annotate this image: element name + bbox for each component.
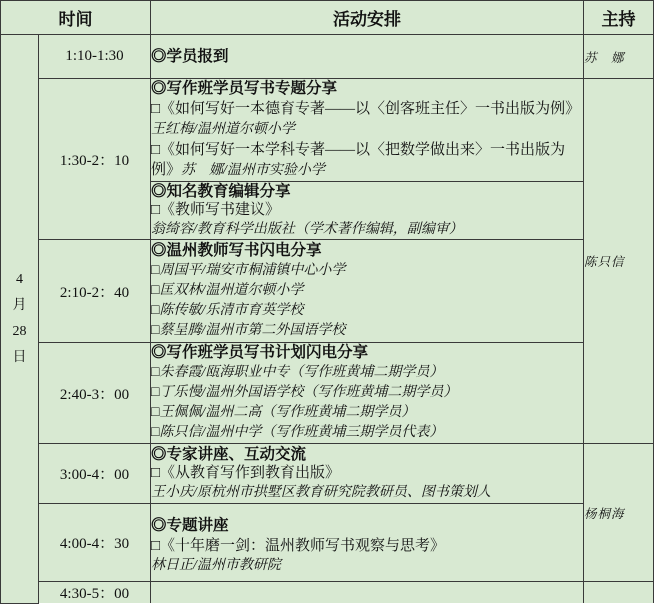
item-title: □《十年磨一剑：温州教师写书观察与思考》 <box>151 537 446 554</box>
host-cell-r6[interactable] <box>584 444 654 582</box>
row-registration <box>1 35 654 79</box>
activity-title: ◎专家讲座、互动交流 <box>151 446 307 463</box>
header-activity-cell[interactable] <box>151 1 584 35</box>
row-teacher-lightning-sharing <box>1 240 654 343</box>
header-host-cell[interactable] <box>584 1 654 35</box>
time-cell-r2[interactable] <box>39 79 151 240</box>
time-label: 1:10-1:30 <box>65 48 124 64</box>
activity-title: ◎写作班学员写书计划闪电分享 <box>151 344 369 361</box>
item-title: □《如何写好一本学科专著——以〈把数学做出来〉一书出版为例》 <box>151 142 566 178</box>
date-month-unit: 月 <box>12 297 27 313</box>
host-cell-r8[interactable] <box>584 582 654 604</box>
header-row <box>1 1 654 35</box>
time-cell-r7[interactable] <box>39 504 151 582</box>
item-speaker: □陈传敏/乐清市育英学校 <box>151 303 304 318</box>
activity-item <box>151 140 583 181</box>
time-label: 4:30-5：00 <box>59 586 130 602</box>
activity-cell-r7[interactable] <box>151 504 584 582</box>
time-label: 3:00-4：00 <box>59 467 130 483</box>
date-vertical-label <box>1 267 38 371</box>
row-plan-lightning-sharing <box>1 343 654 444</box>
time-cell-r4[interactable] <box>39 240 151 343</box>
header-time-label: 时间 <box>58 10 93 29</box>
item-speaker: 苏 娜/温州市实验小学 <box>181 163 325 178</box>
header-activity-label: 活动安排 <box>333 10 401 29</box>
activity-cell-r4[interactable] <box>151 240 584 343</box>
activity-title: ◎专题讲座 <box>151 516 229 534</box>
item-speaker: □周国平/瑞安市桐浦镇中心小学 <box>151 263 346 278</box>
date-day-unit: 日 <box>12 349 27 365</box>
item-title: □《从教育写作到教育出版》 <box>151 465 341 481</box>
item-title: □《教师写书建议》 <box>151 202 281 218</box>
row-partial-bottom <box>1 582 654 604</box>
activity-title: ◎知名教育编辑分享 <box>151 183 291 200</box>
activity-title: ◎学员报到 <box>151 47 229 65</box>
time-cell-r6[interactable] <box>39 444 151 504</box>
item-speaker: □王佩佩/温州二高（写作班黄埔二期学员） <box>151 405 416 420</box>
date-day-number: 28 <box>12 323 27 339</box>
item-speaker: 林日正/温州市教研院 <box>151 557 281 573</box>
item-speaker: □匡双林/温州道尔顿小学 <box>151 283 304 298</box>
row-topic-lecture <box>1 504 654 582</box>
activity-item <box>151 99 583 140</box>
time-cell-r5[interactable] <box>39 343 151 444</box>
activity-cell-r6[interactable] <box>151 444 584 504</box>
item-speaker: □蔡呈腾/温州市第二外国语学校 <box>151 323 346 338</box>
host-cell-r1[interactable] <box>584 35 654 79</box>
item-speaker: □陈只信/温州中学（写作班黄埔三期学员代表） <box>151 425 444 440</box>
header-time-cell[interactable] <box>1 1 151 35</box>
item-speaker: 翁绮容/教育科学出版社（学术著作编辑，副编审） <box>151 222 463 237</box>
item-speaker: □丁乐慢/温州外国语学校（写作班黄埔二期学员） <box>151 385 458 400</box>
activity-title: ◎写作班学员写书专题分享 <box>151 80 338 97</box>
row-expert-lecture <box>1 444 654 504</box>
time-cell-r1[interactable] <box>39 35 151 79</box>
host-cell-r2[interactable] <box>584 79 654 444</box>
header-host-label: 主持 <box>601 10 636 29</box>
item-title: □《如何写好一本德育专著——以〈创客班主任〉一书出版为例》 <box>151 101 581 117</box>
time-label: 2:10-2：40 <box>59 284 130 301</box>
date-cell[interactable] <box>1 35 39 604</box>
item-speaker: 王红梅/温州道尔顿小学 <box>151 122 295 137</box>
activity-cell-r5[interactable] <box>151 343 584 444</box>
row-writing-class-sharing <box>1 79 654 182</box>
activity-cell-r2[interactable] <box>151 79 584 182</box>
activity-cell-r1[interactable] <box>151 35 584 79</box>
time-label: 4:00-4：30 <box>59 536 130 552</box>
host-name: 陈只信 <box>584 255 625 269</box>
activity-cell-r8[interactable] <box>151 582 584 604</box>
host-name: 杨桐海 <box>584 506 625 521</box>
time-label: 1:30-2：10 <box>59 152 130 169</box>
activity-cell-r3[interactable] <box>151 182 584 240</box>
activity-title: ◎温州教师写书闪电分享 <box>151 242 322 259</box>
date-month-number: 4 <box>16 271 23 287</box>
item-speaker: □朱春霞/瓯海职业中专（写作班黄埔二期学员） <box>151 365 444 380</box>
host-name: 苏 娜 <box>584 50 625 65</box>
time-label: 2:40-3：00 <box>59 386 130 403</box>
time-cell-r8[interactable] <box>39 582 151 604</box>
item-speaker: 王小庆/原杭州市拱墅区教育研究院教研员、图书策划人 <box>151 485 491 500</box>
